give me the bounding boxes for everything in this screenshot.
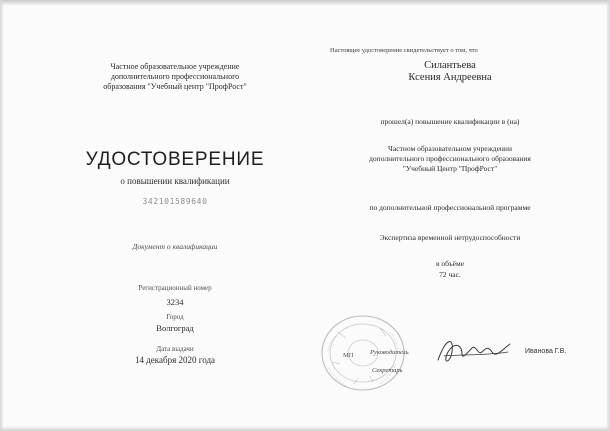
issuer-block [60, 62, 290, 92]
passed-text: прошел(а) повышение квалификации в (на) [380, 117, 520, 126]
issue-date-label: Дата выдачи [156, 345, 194, 353]
organization-line-3: "Учебный Центр "ПрофРост" [402, 164, 498, 173]
program-name: Экспертиза временной нетрудоспособности [379, 233, 521, 242]
issuer-line-2: дополнительного профессионального [110, 72, 240, 81]
person-first-names: Ксения Андреевна [408, 72, 492, 83]
volume-value: 72 час. [439, 270, 461, 279]
organization-line-1: Частном образовательном учреждении [388, 144, 512, 153]
program-intro: по дополнительной профессиональной программе [369, 203, 531, 212]
registration-label: Регистрационный номер [138, 284, 212, 292]
organization-block [320, 144, 580, 174]
person-last-name: Силантьева [424, 60, 476, 71]
scan-shadow-left [0, 0, 4, 431]
volume-label: в объёме [435, 259, 465, 268]
head-role-label: Руководитель [370, 349, 409, 356]
issuer-line-3: образования "Учебный центр "ПрофРост" [103, 82, 247, 91]
registration-number: 3234 [166, 297, 184, 307]
city-label: Город [166, 313, 184, 321]
serial-number: 342101589640 [142, 197, 208, 206]
certificate-intro: Настоящее удостоверение свидетельствует о том, что [330, 47, 478, 54]
scan-shadow-bottom [0, 426, 610, 431]
stamp-place-label: МП [343, 352, 354, 359]
document-title: УДОСТОВЕРЕНИЕ [85, 149, 265, 170]
organization-line-2: дополнительного профессионального образования [369, 154, 531, 163]
issuer-line-1: Частное образовательное учреждение [110, 62, 240, 71]
secretary-role-label: Секретарь [372, 367, 403, 374]
scan-shadow-right [606, 0, 610, 431]
head-name: Иванова Г.В. [525, 348, 567, 355]
signature-icon [432, 330, 514, 370]
scan-shadow-top [0, 0, 610, 6]
document-type: Документ о квалификации [132, 242, 218, 251]
document-subtitle: о повышении квалификации [120, 176, 230, 186]
issue-date-value: 14 декабря 2020 года [134, 355, 216, 365]
city-value: Волгоград [156, 323, 194, 333]
